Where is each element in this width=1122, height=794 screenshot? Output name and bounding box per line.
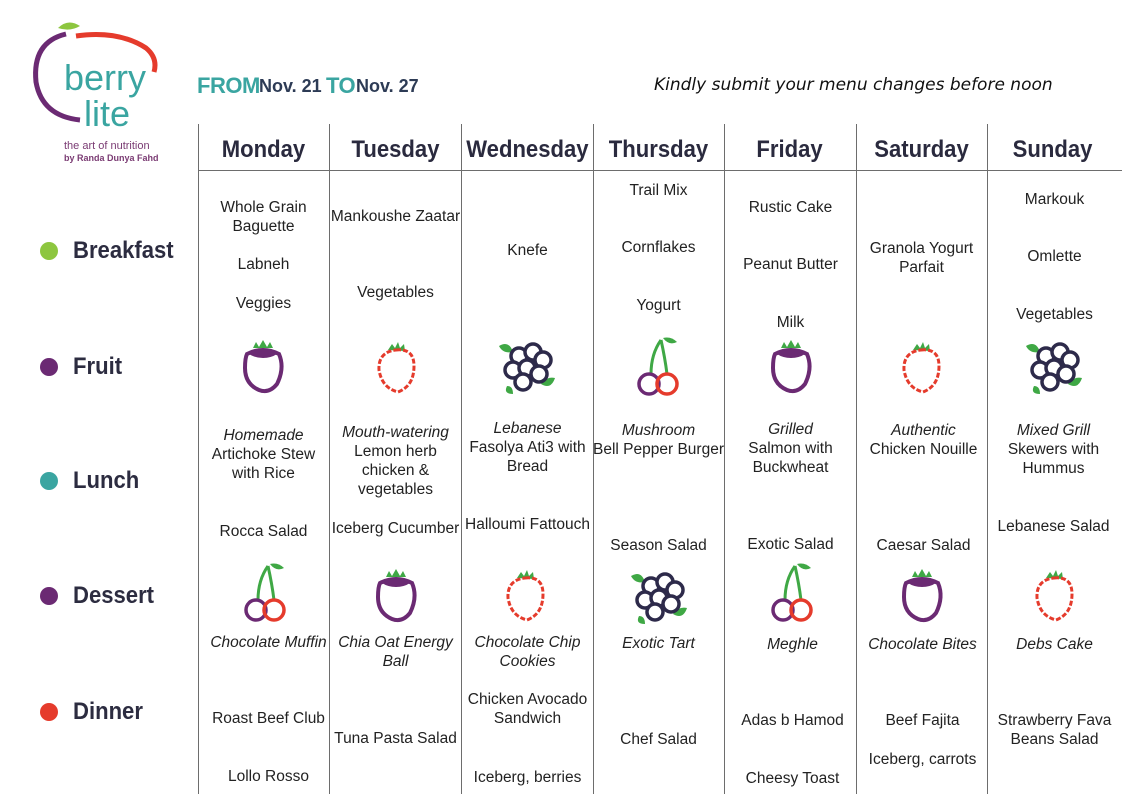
sunday-dessert: Debs Cake [1016,636,1093,653]
meal-dessert [40,581,161,611]
wednesday-dessert: Chocolate Chip Cookies [474,634,581,670]
saturday-dinner-2: Iceberg, carrots [868,751,977,768]
friday-dessert: Meghle [767,636,818,653]
plum-icon [368,565,424,629]
meal-fruit [40,352,126,382]
header-divider [198,170,1122,171]
strawberry-icon [893,336,949,400]
plum-icon [894,565,950,629]
saturday-breakfast-1: Granola Yogurt Parfait [869,240,974,276]
tuesday-dessert: Chia Oat Energy Ball [338,634,453,670]
sunday-lunch-italic: Mixed Grill [1016,422,1091,439]
thursday-breakfast-2: Cornflakes [621,239,696,256]
breakfast-dot [40,242,58,260]
plum-icon [763,336,819,400]
saturday-dessert: Chocolate Bites [868,636,977,653]
lunch-dot [40,472,58,490]
wednesday-salad: Halloumi Fattouch [465,516,590,533]
grapes-icon [627,564,691,628]
meal-lunch [40,466,145,496]
fruit-dot [40,358,58,376]
strawberry-icon [497,564,553,628]
dessert-dot [40,587,58,605]
monday-lunch-italic: Homemade [223,427,304,444]
to-label: TO [326,73,356,98]
monday-dessert: Chocolate Muffin [210,634,327,651]
day-header-sunday: Sunday [1012,136,1093,163]
day-header-saturday: Saturday [874,136,969,163]
saturday-lunch: Chicken Nouille [869,441,978,458]
tuesday-dinner-1: Tuna Pasta Salad [334,730,457,747]
sunday-breakfast-3: Vegetables [1016,306,1093,323]
cherry-icon [765,560,821,624]
monday-dinner-1: Roast Beef Club [212,710,325,727]
tuesday-breakfast-2: Vegetables [357,284,434,301]
friday-lunch: Salmon with Buckwheat [748,440,833,476]
tuesday-breakfast-1: Mankoushe Zaatar [330,208,461,225]
thursday-breakfast-1: Trail Mix [629,182,688,199]
meal-dinner [40,697,149,727]
thursday-breakfast-3: Yogurt [636,297,681,314]
wednesday-dinner-2: Iceberg, berries [473,769,582,786]
friday-salad: Exotic Salad [747,536,834,553]
grid-line [593,124,594,794]
saturday-salad: Caesar Salad [876,537,971,554]
meal-breakfast [40,236,182,266]
saturday-dinner-1: Beef Fajita [885,712,960,729]
friday-breakfast-3: Milk [776,314,805,331]
wednesday-lunch: Fasolya Ati3 with Bread [469,439,586,475]
friday-lunch-italic: Grilled [768,421,813,438]
meal-label: Breakfast [73,237,174,264]
strawberry-icon [368,336,424,400]
submission-note: Kindly submit your menu changes before noon [654,75,1053,95]
to-date: Nov. 27 [356,76,419,96]
monday-breakfast-3: Veggies [235,295,292,312]
friday-dinner-1: Adas b Hamod [741,712,844,729]
meal-label: Dinner [73,698,143,725]
day-header-friday: Friday [756,136,823,163]
logo-byline: by Randa Dunya Fahd [64,153,159,163]
thursday-lunch: Bell Pepper Burger [593,441,724,458]
friday-breakfast-2: Peanut Butter [743,256,838,273]
thursday-dessert: Exotic Tart [622,635,695,652]
wednesday-dinner-1: Chicken Avocado Sandwich [467,691,588,727]
thursday-dinner-1: Chef Salad [620,731,697,748]
logo-brand-line1: berry [64,57,147,98]
day-header-monday: Monday [221,136,306,163]
tuesday-salad: Iceberg Cucumber [331,520,460,537]
cherry-icon [238,560,294,624]
monday-lunch: Artichoke Stew with Rice [211,446,316,482]
wednesday-lunch-italic: Lebanese [493,420,562,437]
plum-icon [235,336,291,400]
sunday-lunch: Skewers with Hummus [1007,441,1100,477]
from-date: Nov. 21 [259,76,322,96]
saturday-lunch-italic: Authentic [891,422,956,439]
grid-line [856,124,857,794]
sunday-salad: Lebanese Salad [997,518,1110,535]
wednesday-breakfast-1: Knefe [507,242,548,259]
friday-breakfast-1: Rustic Cake [748,199,833,216]
cherry-icon [631,334,687,398]
meal-label: Fruit [73,353,123,380]
logo-tagline: the art of nutrition [64,140,150,152]
tuesday-lunch-italic: Mouth-watering [342,424,449,441]
monday-breakfast-1: Whole Grain Baguette [220,199,307,235]
day-header-thursday: Thursday [608,136,709,163]
from-label: FROM [197,73,260,98]
thursday-salad: Season Salad [610,537,707,554]
monday-breakfast-2: Labneh [237,256,290,273]
day-header-wednesday: Wednesday [466,136,589,163]
grapes-icon [495,334,559,398]
monday-salad: Rocca Salad [219,523,308,540]
monday-dinner-2: Lollo Rosso [228,768,309,785]
thursday-lunch-italic: Mushroom [621,422,696,439]
grapes-icon [1022,334,1086,398]
strawberry-icon [1026,564,1082,628]
dinner-dot [40,703,58,721]
friday-dinner-2: Cheesy Toast [745,770,840,787]
meal-label: Lunch [73,467,140,494]
meal-label: Dessert [73,582,155,609]
sunday-breakfast-2: Omlette [1027,248,1082,265]
sunday-breakfast-1: Markouk [1024,191,1085,208]
tuesday-lunch: Lemon herb chicken & vegetables [354,443,437,498]
sunday-dinner-1: Strawberry Fava Beans Salad [997,712,1112,748]
logo-brand-line2: lite [84,93,131,134]
day-header-tuesday: Tuesday [351,136,440,163]
